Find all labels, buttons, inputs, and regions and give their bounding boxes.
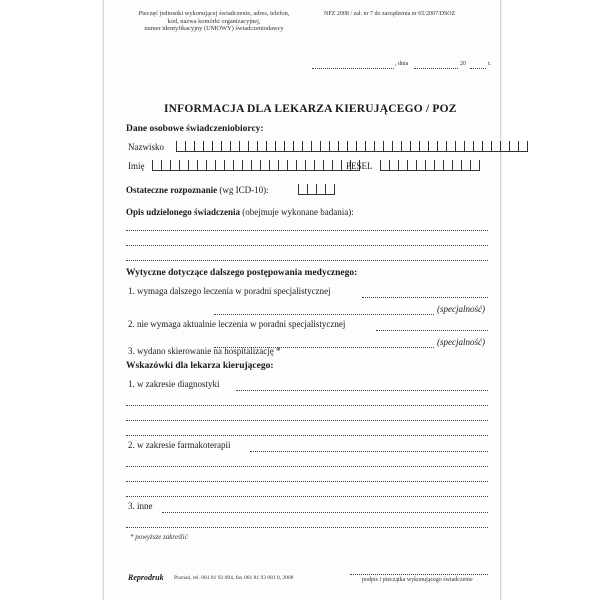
character-box[interactable] xyxy=(179,160,188,171)
character-box[interactable] xyxy=(428,141,437,152)
character-box[interactable] xyxy=(287,160,296,171)
year-field[interactable] xyxy=(470,68,486,69)
hint-item-1-field[interactable] xyxy=(236,390,488,391)
hint-item-1: 1. w zakresie diagnostyki xyxy=(128,379,220,389)
character-box[interactable] xyxy=(455,141,464,152)
character-box[interactable] xyxy=(392,141,401,152)
service-label xyxy=(126,207,354,217)
character-box[interactable] xyxy=(275,141,284,152)
character-box[interactable] xyxy=(278,160,287,171)
character-box[interactable] xyxy=(482,141,491,152)
character-box[interactable] xyxy=(419,141,428,152)
character-box[interactable] xyxy=(434,160,443,171)
icd10-boxes[interactable] xyxy=(298,182,335,195)
character-box[interactable] xyxy=(401,141,410,152)
hint-line[interactable] xyxy=(126,496,488,497)
character-box[interactable] xyxy=(500,141,509,152)
character-box[interactable] xyxy=(389,160,398,171)
character-box[interactable] xyxy=(329,141,338,152)
character-box[interactable] xyxy=(461,160,470,171)
hint-item-2: 2. w zakresie farmakoterapii xyxy=(128,440,231,450)
character-box[interactable] xyxy=(203,141,212,152)
date-suffix: r. xyxy=(488,61,492,67)
service-line[interactable] xyxy=(126,245,488,246)
date-day-label: , dnia xyxy=(395,61,409,67)
character-box[interactable] xyxy=(374,141,383,152)
diagnosis-label xyxy=(126,185,269,195)
character-box[interactable] xyxy=(410,141,419,152)
character-box[interactable] xyxy=(302,141,311,152)
character-box[interactable] xyxy=(407,160,416,171)
character-box[interactable] xyxy=(314,160,323,171)
stamp-line-3: numer identyfikacyjny (UMOWY) świadczeniodawcy xyxy=(144,25,284,33)
character-box[interactable] xyxy=(443,160,452,171)
guideline-item-3: 3. wydano skierowanie na hospitalizację * xyxy=(128,346,281,356)
character-box[interactable] xyxy=(464,141,473,152)
character-box[interactable] xyxy=(470,160,480,171)
character-box[interactable] xyxy=(338,141,347,152)
hint-line[interactable] xyxy=(126,466,488,467)
character-box[interactable] xyxy=(269,160,278,171)
hint-line[interactable] xyxy=(126,435,488,436)
service-line[interactable] xyxy=(126,260,488,261)
place-field[interactable] xyxy=(312,68,394,69)
signature-label: podpis i pieczątka wykonującego świadczenie xyxy=(362,577,473,583)
character-box[interactable] xyxy=(311,141,320,152)
stamp-line-2: kod, nazwa komórki organizacyjnej, xyxy=(167,17,261,25)
character-box[interactable] xyxy=(437,141,446,152)
character-box[interactable] xyxy=(260,160,269,171)
character-box[interactable] xyxy=(230,141,239,152)
character-box[interactable] xyxy=(425,160,434,171)
character-box[interactable] xyxy=(266,141,275,152)
date-field[interactable] xyxy=(414,68,458,69)
hint-line[interactable] xyxy=(126,420,488,421)
name-label: Imię xyxy=(128,161,145,171)
character-box[interactable] xyxy=(347,141,356,152)
character-box[interactable] xyxy=(248,141,257,152)
character-box[interactable] xyxy=(380,160,389,171)
printer-contact: Poznań, tel. 061 81 93 094, fax 061 81 93 081 8, 2008 xyxy=(174,575,294,581)
pesel-boxes[interactable] xyxy=(380,158,480,171)
service-line[interactable] xyxy=(126,230,488,231)
specialty-field-1[interactable] xyxy=(214,314,434,315)
hint-item-2-field[interactable] xyxy=(250,451,488,452)
character-box[interactable] xyxy=(194,141,203,152)
hint-line[interactable] xyxy=(126,405,488,406)
service-label-bold: Opis udzielonego świadczenia xyxy=(126,207,241,217)
character-box[interactable] xyxy=(293,141,302,152)
institution-stamp-area xyxy=(114,10,314,33)
guideline-item-2: 2. nie wymaga aktualnie leczenia w poradni specjalistycznej xyxy=(128,319,346,329)
character-box[interactable] xyxy=(224,160,233,171)
form-reference: NFZ 2008 / zał. nr 7 do zarządzenia nr 65/2007/DSOZ xyxy=(324,11,456,17)
character-box[interactable] xyxy=(257,141,266,152)
guideline-item-1-field[interactable] xyxy=(362,297,488,298)
character-box[interactable] xyxy=(305,160,314,171)
footnote: * powyższe zakreślić xyxy=(130,533,188,541)
pesel-label: PESEL xyxy=(346,161,373,171)
hint-item-3: 3. inne xyxy=(128,501,153,511)
character-box[interactable] xyxy=(332,160,341,171)
character-box[interactable] xyxy=(239,141,248,152)
character-box[interactable] xyxy=(323,160,332,171)
character-box[interactable] xyxy=(215,160,224,171)
form-title: INFORMACJA DLA LEKARZA KIERUJĄCEGO / POZ xyxy=(164,103,457,115)
character-box[interactable] xyxy=(316,184,325,195)
personal-data-heading: Dane osobowe świadczeniobiorcy: xyxy=(126,124,264,134)
diagnosis-label-rest: (wg ICD-10): xyxy=(219,185,269,195)
character-box[interactable] xyxy=(452,160,461,171)
surname-boxes[interactable] xyxy=(176,139,528,152)
character-box[interactable] xyxy=(446,141,455,152)
character-box[interactable] xyxy=(170,160,179,171)
character-box[interactable] xyxy=(161,160,170,171)
character-box[interactable] xyxy=(509,141,518,152)
character-box[interactable] xyxy=(233,160,242,171)
surname-label: Nazwisko xyxy=(128,142,164,152)
service-label-rest: (obejmuje wykonane badania): xyxy=(242,207,354,217)
character-box[interactable] xyxy=(356,141,365,152)
character-box[interactable] xyxy=(206,160,215,171)
date-year-label: 20 xyxy=(460,61,466,67)
character-box[interactable] xyxy=(298,184,307,195)
guidelines-heading: Wytyczne dotyczące dalszego postępowania medycznego: xyxy=(126,268,358,278)
signature-field[interactable] xyxy=(350,574,488,575)
specialty-label-2: (specjalność) xyxy=(437,337,485,347)
guideline-item-2-field[interactable] xyxy=(376,330,488,331)
character-box[interactable] xyxy=(473,141,482,152)
character-box[interactable] xyxy=(188,160,197,171)
stamp-line-1: Pieczęć jednostki wykonującej świadczenie, adres, telefon, xyxy=(138,10,290,17)
character-box[interactable] xyxy=(383,141,392,152)
specialty-label-1: (specjalność) xyxy=(437,304,485,314)
diagnosis-label-bold: Ostateczne rozpoznanie xyxy=(126,185,218,195)
guideline-item-1: 1. wymaga dalszego leczenia w poradni specjalistycznej xyxy=(128,286,331,296)
character-box[interactable] xyxy=(221,141,230,152)
character-box[interactable] xyxy=(197,160,206,171)
character-box[interactable] xyxy=(176,141,185,152)
character-box[interactable] xyxy=(416,160,425,171)
character-box[interactable] xyxy=(296,160,305,171)
character-box[interactable] xyxy=(152,160,161,171)
hint-line[interactable] xyxy=(126,527,488,528)
character-box[interactable] xyxy=(284,141,293,152)
character-box[interactable] xyxy=(185,141,194,152)
printer-brand: Reprodruk xyxy=(128,573,164,582)
character-box[interactable] xyxy=(212,141,221,152)
character-box[interactable] xyxy=(242,160,251,171)
character-box[interactable] xyxy=(398,160,407,171)
hint-line[interactable] xyxy=(126,481,488,482)
character-box[interactable] xyxy=(307,184,316,195)
hint-item-3-field[interactable] xyxy=(162,512,488,513)
name-boxes[interactable] xyxy=(152,158,360,171)
character-box[interactable] xyxy=(518,141,528,152)
hints-heading: Wskazówki dla lekarza kierującego: xyxy=(126,361,274,371)
character-box[interactable] xyxy=(491,141,500,152)
character-box[interactable] xyxy=(325,184,335,195)
character-box[interactable] xyxy=(320,141,329,152)
character-box[interactable] xyxy=(365,141,374,152)
form-sheet xyxy=(103,0,501,600)
character-box[interactable] xyxy=(251,160,260,171)
